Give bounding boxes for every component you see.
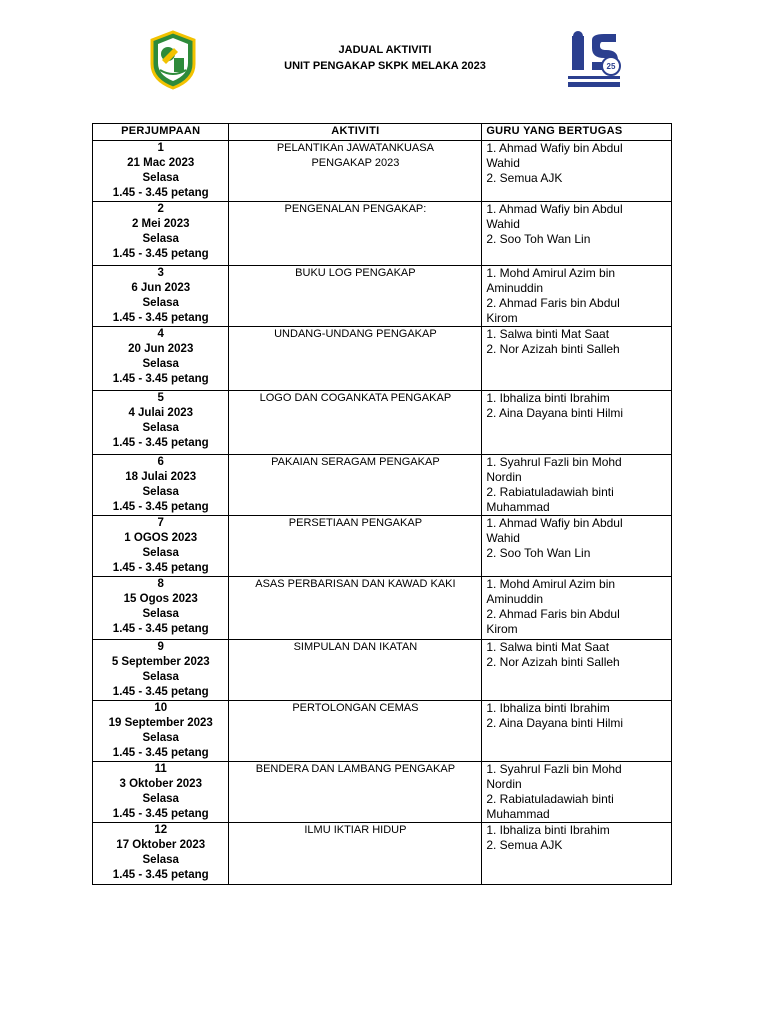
activity-text: UNDANG-UNDANG PENGAKAP [274,328,437,340]
meeting-time: 1.45 - 3.45 petang [112,187,209,199]
teacher-line: Kirom [486,311,518,325]
meeting-no: 10 [154,702,168,714]
meeting-date: 1 OGOS 2023 [124,532,198,544]
teacher-line: 1. Ibhaliza binti Ibrahim [486,701,610,715]
meeting-time: 1.45 - 3.45 petang [112,312,209,324]
meeting-day: Selasa [142,297,179,309]
teacher-line: 2. Ahmad Faris bin Abdul [486,607,620,621]
meeting-time: 1.45 - 3.45 petang [112,623,209,635]
teacher-line: Wahid [486,156,520,170]
meeting-day: Selasa [142,547,179,559]
activity-text: PENGAKAP 2023 [311,157,400,169]
activity-text: PERSETIAAN PENGAKAP [288,517,423,529]
table-row [93,391,672,455]
teacher-line: 2. Ahmad Faris bin Abdul [486,296,620,310]
meeting-cell [93,266,229,327]
meeting-date: 3 Oktober 2023 [119,778,202,790]
teacher-cell [482,701,672,762]
meeting-time: 1.45 - 3.45 petang [112,501,209,513]
meeting-time: 1.45 - 3.45 petang [112,869,209,881]
meeting-no: 12 [154,824,168,836]
meeting-cell [93,455,229,516]
table-row [93,327,672,391]
teacher-line: Wahid [486,217,520,231]
teacher-cell [482,640,672,701]
table-row [93,141,672,202]
meeting-time: 1.45 - 3.45 petang [112,248,209,260]
header-aktiviti: AKTIVITI [229,124,482,141]
teacher-line: 1. Salwa binti Mat Saat [486,327,610,341]
teacher-line: 2. Rabiatuladawiah binti [486,792,614,806]
table-row [93,762,672,823]
table-row [93,701,672,762]
meeting-cell [93,640,229,701]
meeting-day: Selasa [142,486,179,498]
school-crest-icon [148,30,198,90]
table-row [93,202,672,266]
meeting-date: 17 Oktober 2023 [116,839,206,851]
teacher-line: Kirom [486,622,518,636]
meeting-day: Selasa [142,671,179,683]
teacher-line: 1. Ahmad Wafiy bin Abdul [486,202,623,216]
activity-text: PENGENALAN PENGAKAP: [284,203,427,215]
meeting-cell [93,202,229,266]
teacher-cell [482,455,672,516]
teacher-line: Aminuddin [486,592,544,606]
teacher-cell [482,762,672,823]
activity-cell [229,701,482,762]
meeting-no: 7 [157,517,164,529]
meeting-no: 6 [157,456,164,468]
activity-text: PELANTIKAn JAWATANKUASA [276,142,434,154]
meeting-day: Selasa [142,358,179,370]
activity-cell [229,455,482,516]
meeting-cell [93,577,229,640]
meeting-cell [93,141,229,202]
teacher-line: 1. Salwa binti Mat Saat [486,640,610,654]
teacher-line: 2. Aina Dayana binti Hilmi [486,406,624,420]
meeting-date: 2 Mei 2023 [131,218,190,230]
meeting-date: 21 Mac 2023 [127,157,195,169]
teacher-line: 1. Ahmad Wafiy bin Abdul [486,141,623,155]
meeting-date: 20 Jun 2023 [128,343,194,355]
page-header [0,0,768,110]
teacher-line: 1. Mohd Amirul Azim bin [486,266,616,280]
meeting-cell [93,327,229,391]
teacher-line: Wahid [486,531,520,545]
meeting-date: 6 Jun 2023 [131,282,191,294]
table-row [93,266,672,327]
meeting-no: 4 [157,328,164,340]
teacher-line: 2. Rabiatuladawiah binti [486,485,614,499]
meeting-date: 18 Julai 2023 [125,471,197,483]
teacher-cell [482,516,672,577]
teacher-line: 2. Nor Azizah binti Salleh [486,655,620,669]
activity-cell [229,577,482,640]
teacher-line: 2. Soo Toh Wan Lin [486,546,591,560]
table-row [93,455,672,516]
meeting-no: 5 [157,392,164,404]
activity-schedule-table [92,123,672,885]
meeting-time: 1.45 - 3.45 petang [112,373,209,385]
activity-cell [229,266,482,327]
activity-text: SIMPULAN DAN IKATAN [293,641,418,653]
teacher-line: 2. Aina Dayana binti Hilmi [486,716,624,730]
activity-text: LOGO DAN COGANKATA PENGAKAP [259,392,452,404]
document-subtitle: UNIT PENGAKAP SKPK MELAKA 2023 [284,60,486,72]
activity-text: BENDERA DAN LAMBANG PENGAKAP [255,763,456,775]
meeting-cell [93,762,229,823]
activity-text: PERTOLONGAN CEMAS [292,702,419,714]
teacher-line: 1. Syahrul Fazli bin Mohd [486,455,622,469]
teacher-line: 2. Semua AJK [486,171,563,185]
table-body [93,141,672,885]
meeting-cell [93,391,229,455]
teacher-line: 1. Ibhaliza binti Ibrahim [486,823,610,837]
meeting-time: 1.45 - 3.45 petang [112,437,209,449]
meeting-no: 9 [157,641,164,653]
is25-logo-icon [564,30,624,92]
meeting-date: 19 September 2023 [108,717,213,729]
meeting-cell [93,823,229,885]
meeting-no: 11 [154,763,167,775]
teacher-cell [482,141,672,202]
meeting-time: 1.45 - 3.45 petang [112,686,209,698]
activity-cell [229,762,482,823]
document-title: JADUAL AKTIVITI [338,44,432,56]
meeting-day: Selasa [142,422,179,434]
activity-cell [229,516,482,577]
meeting-day: Selasa [142,172,179,184]
teacher-line: 2. Nor Azizah binti Salleh [486,342,620,356]
activity-cell [229,823,482,885]
table-row [93,823,672,885]
meeting-date: 4 Julai 2023 [128,407,194,419]
svg-text:25: 25 [606,62,616,71]
teacher-line: 1. Ahmad Wafiy bin Abdul [486,516,623,530]
activity-text: BUKU LOG PENGAKAP [295,267,416,279]
meeting-no: 2 [157,203,164,215]
teacher-line: Muhammad [486,500,550,514]
teacher-cell [482,327,672,391]
teacher-line: Nordin [486,470,522,484]
teacher-line: 1. Ibhaliza binti Ibrahim [486,391,610,405]
table-header-row [93,124,672,141]
teacher-line: 2. Soo Toh Wan Lin [486,232,591,246]
header-guru: GURU YANG BERTUGAS [482,124,672,141]
teacher-cell [482,391,672,455]
teacher-cell [482,202,672,266]
meeting-day: Selasa [142,608,179,620]
teacher-line: 1. Mohd Amirul Azim bin [486,577,616,591]
header-perjumpaan: PERJUMPAAN [93,124,229,141]
teacher-line: Muhammad [486,807,550,821]
meeting-cell [93,516,229,577]
activity-cell [229,327,482,391]
teacher-line: Nordin [486,777,522,791]
activity-text: PAKAIAN SERAGAM PENGAKAP [271,456,440,468]
activity-cell [229,391,482,455]
table-row [93,577,672,640]
meeting-cell [93,701,229,762]
meeting-no: 8 [157,578,164,590]
activity-cell [229,640,482,701]
meeting-day: Selasa [142,732,179,744]
meeting-time: 1.45 - 3.45 petang [112,808,209,820]
meeting-time: 1.45 - 3.45 petang [112,562,209,574]
meeting-day: Selasa [142,233,179,245]
teacher-cell [482,823,672,885]
meeting-date: 5 September 2023 [111,656,210,668]
table-row [93,516,672,577]
teacher-cell [482,577,672,640]
meeting-day: Selasa [142,854,179,866]
activity-cell [229,141,482,202]
table-row [93,640,672,701]
teacher-line: 1. Syahrul Fazli bin Mohd [486,762,622,776]
teacher-line: Aminuddin [486,281,544,295]
meeting-time: 1.45 - 3.45 petang [112,747,209,759]
meeting-no: 3 [157,267,164,279]
teacher-cell [482,266,672,327]
activity-text: ILMU IKTIAR HIDUP [304,824,407,836]
meeting-no: 1 [157,142,164,154]
meeting-date: 15 Ogos 2023 [123,593,198,605]
meeting-day: Selasa [142,793,179,805]
activity-cell [229,202,482,266]
activity-text: ASAS PERBARISAN DAN KAWAD KAKI [255,578,456,590]
teacher-line: 2. Semua AJK [486,838,563,852]
